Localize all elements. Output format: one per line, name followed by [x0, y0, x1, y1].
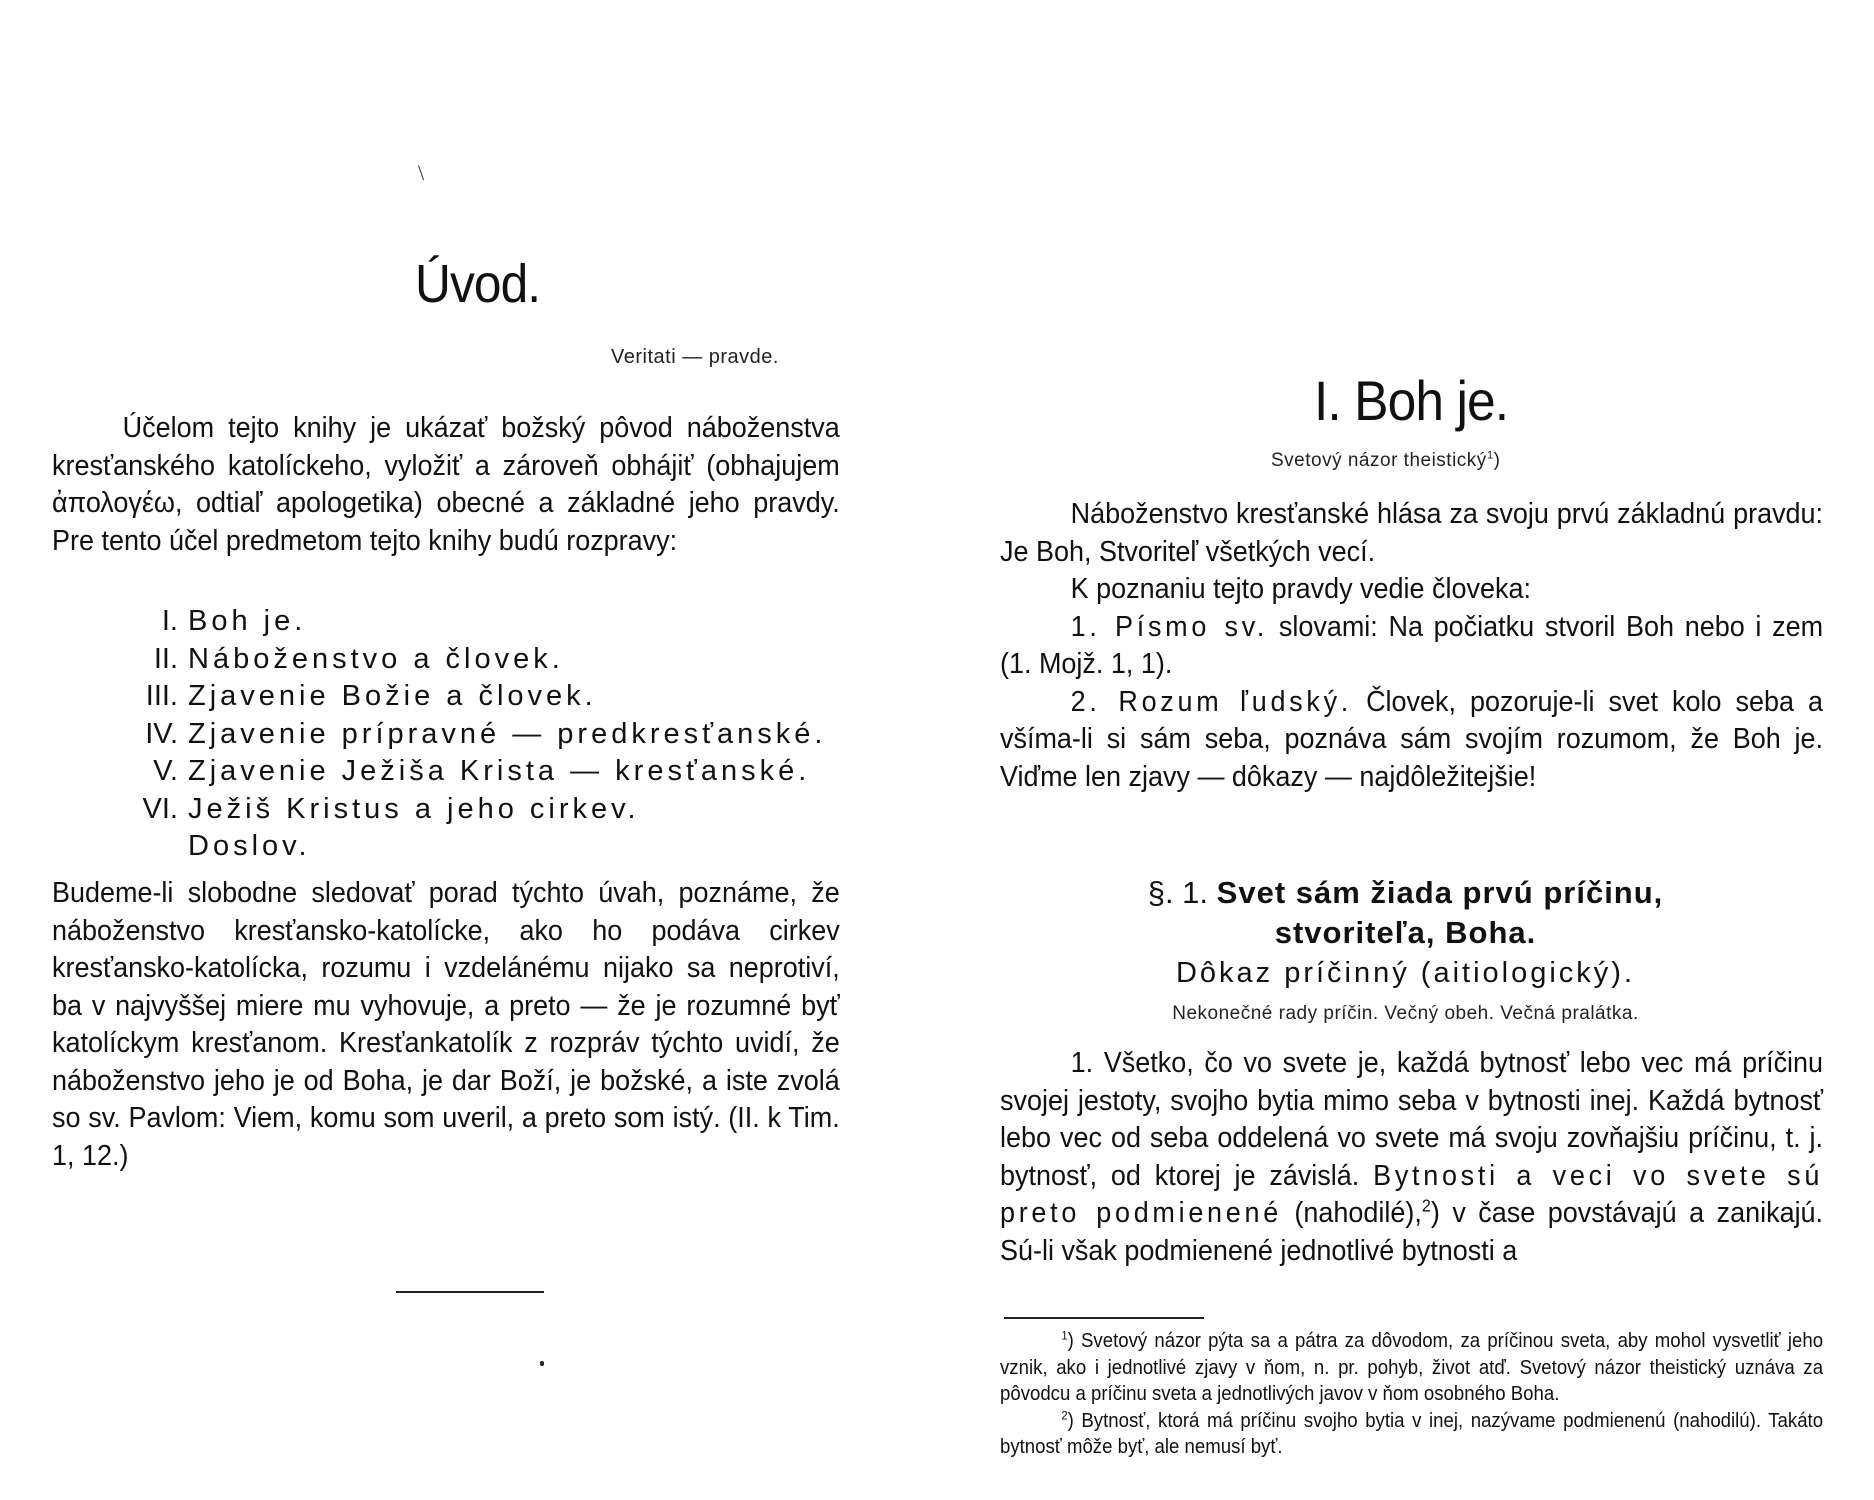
list-item [120, 678, 826, 716]
footnote-text: Svetový názor pýta sa a pátra za dôvodom, za príčinou sveta, aby mohol vysvetliť jeho vznik, ako i jednotlivé zjavy v ňom, n. pr. pohyb, život atď. Svetový názor theistický uznáva za pôvodcu a príčinu sveta a jednotlivých javov v ňom osobného Boha. [1000, 1330, 1824, 1405]
point-1 [1000, 609, 1823, 684]
section-heading [937, 873, 1874, 953]
chapter-subtitle: Svetový názor theistický$^1$) [1271, 449, 1501, 471]
list-item-title: Ježiš Kristus a jeho cirkev. [188, 792, 640, 825]
footnote: $^1$) Svetový názor pýta sa a pátra za dôvodom, za príčinou sveta, aby mohol vysvetliť jeho vznik, ako i jednotlivé zjavy v ňom, n. pr. pohyb, život atď. Svetový názor theistický uznáva za pôvodcu a príčinu sveta a jednotlivých javov v ňom osobného Boha. [1000, 1328, 1824, 1405]
chapter-list [120, 603, 826, 866]
list-item [120, 753, 826, 791]
body-part-1: 1. Všetko, čo vo svete je, každá bytnosť lebo vec má príčinu svojej jestoty, svojho bytia mimo seba v bytnosti inej. Každá bytnosť lebo vec od seba oddelená vo svete má svoju zovňajšiu príčinu, t. j. bytnosť, od ktorej je závislá. [1000, 1047, 1824, 1192]
right-intro [1000, 496, 1823, 796]
footnote-ref: 1 [1486, 449, 1494, 462]
intro-paragraph [52, 410, 840, 560]
section-title-line-1: Svet sám žiada prvú príčinu, [1216, 875, 1664, 910]
list-item-number: II. [153, 642, 178, 675]
stray-dot [540, 1361, 544, 1366]
list-item-title: Boh je. [188, 605, 307, 637]
outro-paragraph-text: Budeme-li slobodne sledovať porad týchto úvah, poznáme, že náboženstvo kresťansko-katolícke, ako ho podáva cirkev kresťansko-katolícka, rozumu i vzdelánému nijako sa neprotiví, ba v najvyššej miere mu vyhovuje, a preto — že je rozumné byť katolíckym kresťanom. Kresťankatolík z rozpráv týchto uvidí, že náboženstvo jeho je od Boha, je dar Boží, je božské, a iste zvolá so sv. Pavlom: Viem, komu som uveril, a preto som istý. (II. k Tim. 1, 12.) [52, 877, 840, 1172]
list-item-number: IV. [145, 717, 178, 750]
list-item-title: Zjavenie Božie a človek. [188, 680, 597, 712]
point-2 [1000, 684, 1823, 797]
intro-paragraph-text: Účelom tejto knihy je ukázať božský pôvod náboženstva kresťanského katolíckeho, vyložiť a zároveň obhájiť (obhajujem ἀπολογέω, odtiaľ apologetika) obecné a základné jeho pravdy. Pre tento účel predmetom tejto knihy budú rozpravy: [52, 412, 840, 557]
footnote-mark: 2 [1061, 1407, 1068, 1422]
point-2-label: 2. Rozum ľudský. [1070, 685, 1353, 718]
chapter-subtitle-text: Svetový názor theistický [1271, 450, 1487, 471]
list-item-title: Zjavenie prípravné — predkresťanské. [188, 717, 827, 750]
section-topics: Nekonečné rady príčin. Večný obeh. Večná pralátka. [1172, 1003, 1639, 1024]
point-2-text: Človek, pozoruje-li svet kolo seba a všíma-li si sám seba, poznáva sám svojím rozumom, že Boh je. Viďme len zjavy — dôkazy — najdôležitejšie! [1000, 685, 1824, 793]
stray-mark: \ [418, 160, 425, 185]
intro-line: K poznaniu tejto pravdy vedie človeka: [1070, 573, 1531, 605]
chapter-title-boh-je: I. Boh je. [1314, 369, 1509, 432]
list-item [120, 641, 826, 679]
list-item-title: Zjavenie Ježiša Krista — kresťanské. [188, 755, 811, 787]
section-sign: §. 1. [1147, 875, 1209, 910]
footnote: $^2$) Bytnosť, ktorá má príčinu svojho bytia v inej, nazývame podmienenú (nahodilú). Takáto bytnosť môže byť, ale nemusí byť. [1000, 1407, 1824, 1458]
list-item [120, 603, 826, 641]
footnote-rule [1004, 1317, 1204, 1319]
chapter-title-uvod: Úvod. [415, 254, 541, 314]
point-1-text: slovami: Na počiatku stvoril Boh nebo i zem (1. Mojž. 1, 1). [1000, 610, 1824, 680]
footnote-text: Bytnosť, ktorá má príčinu svojho bytia v inej, nazývame podmienenú (nahodilú). Takáto bytnosť môže byť, ale nemusí byť. [1000, 1409, 1824, 1458]
list-item-number: I. [161, 605, 178, 637]
body-part-2: (nahodilé), [1294, 1197, 1422, 1229]
list-item [120, 716, 826, 754]
list-item-number: VI. [142, 792, 178, 825]
list-item-number: III. [145, 680, 178, 712]
body-part-3: v čase povstávajú a zanikajú. Sú-li však podmienené jednotlivé bytnosti a [1000, 1197, 1824, 1267]
body-spaced-phrase: Bytnosti a veci vo svete sú preto podmienené [1000, 1159, 1824, 1229]
end-rule [396, 1291, 544, 1293]
body-paragraph-text: 1. Všetko, čo vo svete je, každá bytnosť lebo vec má príčinu svojej jestoty, svojho bytia mimo seba v bytnosti inej. Každá bytnosť lebo vec od seba oddelená vo svete má svoju zovňajšiu príčinu, t. j. bytnosť, od ktorej je závislá. Bytnosti a veci vo svete sú preto podmienené (nahodilé),$^2$) v čase povstávajú a zanikajú. Sú-li však podmienené jednotlivé bytnosti a [1000, 1047, 1824, 1267]
motto: Veritati — pravde. [611, 346, 779, 368]
section-title-line-2: stvoriteľa, Boha. [1274, 915, 1537, 950]
section-proof: Dôkaz príčinný (aitiologický). [1175, 957, 1636, 989]
footnote-mark: 1 [1061, 1328, 1068, 1343]
outro-paragraph [52, 875, 840, 1175]
list-item [120, 828, 826, 866]
intro-line: Náboženstvo kresťanské hlása za svoju prvú základnú pravdu: Je Boh, Stvoriteľ všetkých vecí. [1000, 498, 1824, 568]
point-1-label: 1. Písmo sv. [1070, 610, 1269, 643]
footnote-ref: 2 [1421, 1195, 1431, 1216]
footnotes [1000, 1328, 1823, 1461]
list-item-number: V. [153, 755, 178, 787]
list-item-title: Náboženstvo a človek. [188, 642, 564, 675]
right-body-paragraph [1000, 1045, 1823, 1270]
list-item [120, 791, 826, 829]
list-item-title: Doslov. [188, 830, 311, 862]
